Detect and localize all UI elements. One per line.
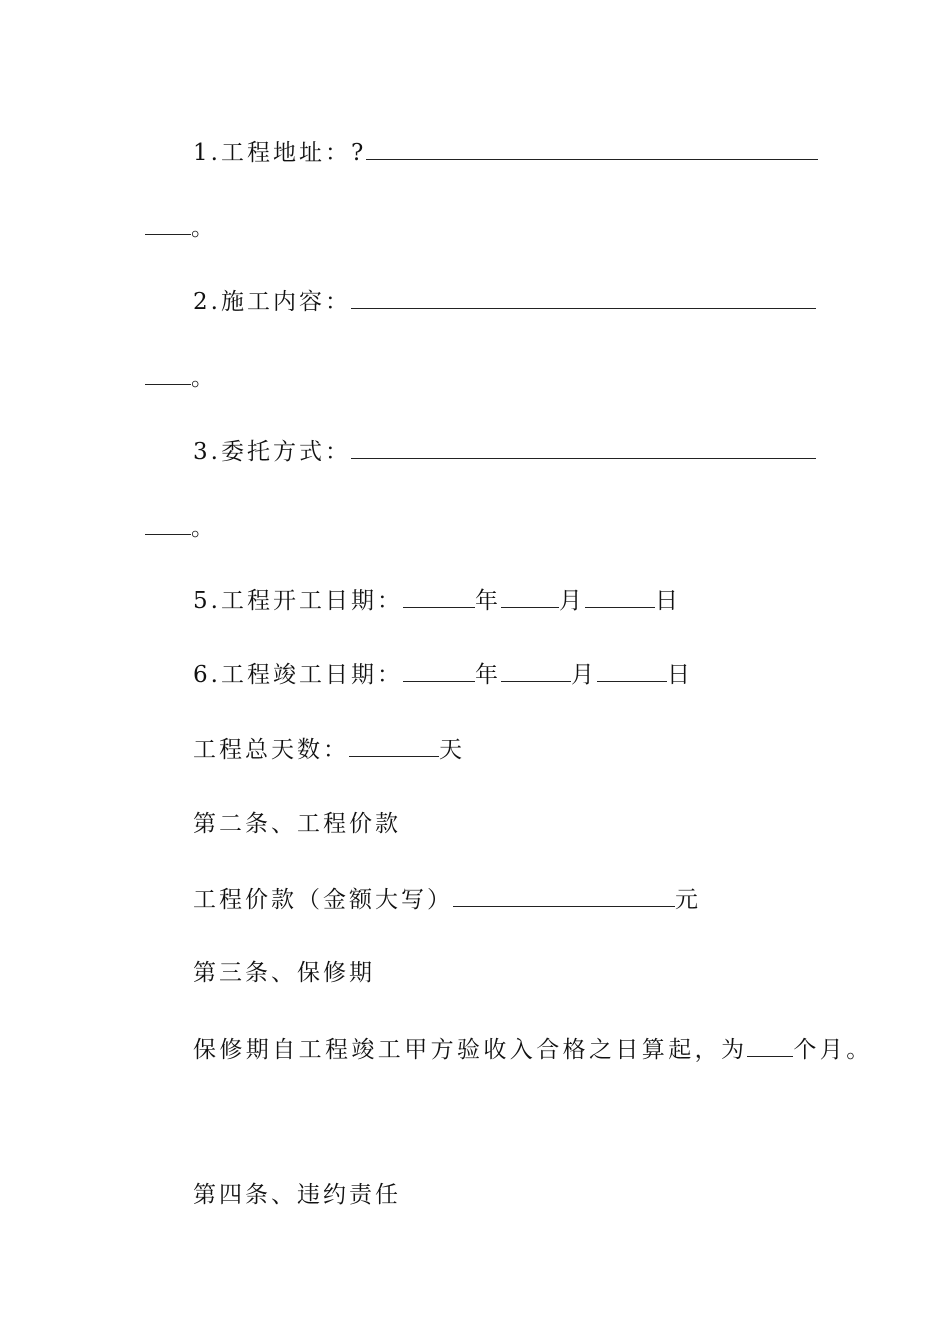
article-4-title: 第四条、违约责任	[193, 1182, 401, 1208]
completion-year-blank[interactable]	[403, 659, 475, 682]
start-month-unit: 月	[558, 588, 585, 614]
commission-method-blank[interactable]	[351, 436, 816, 459]
completion-day-unit: 日	[666, 662, 693, 688]
item-completion-date-label: 6.工程竣工日期：	[193, 662, 403, 688]
article-3-title: 第三条、保修期	[193, 960, 375, 986]
warranty-text-after: 个月。	[793, 1037, 873, 1063]
total-days-unit: 天	[439, 737, 465, 763]
item-construction-content-end: 。	[191, 365, 217, 391]
project-price-unit: 元	[675, 887, 701, 913]
project-address-blank-continued[interactable]	[145, 212, 191, 235]
completion-year-unit: 年	[474, 662, 501, 688]
total-days	[193, 734, 465, 765]
item-commission-method-end: 。	[191, 515, 217, 541]
article-3-heading	[193, 958, 375, 988]
completion-month-unit: 月	[570, 662, 597, 688]
completion-day-blank[interactable]	[597, 659, 667, 682]
start-day-blank[interactable]	[585, 585, 655, 608]
warranty-period	[193, 1034, 873, 1065]
item-construction-content-label: 2.施工内容：	[193, 289, 351, 315]
start-month-blank[interactable]	[501, 585, 559, 608]
start-year-unit: 年	[474, 588, 501, 614]
item-start-date	[193, 585, 681, 616]
total-days-label: 工程总天数：	[193, 737, 349, 763]
project-address-blank[interactable]	[366, 137, 818, 160]
start-day-unit: 日	[654, 588, 681, 614]
article-2-title: 第二条、工程价款	[193, 811, 401, 837]
item-commission-method-label: 3.委托方式：	[193, 439, 351, 465]
construction-content-blank[interactable]	[351, 286, 816, 309]
item-project-address-end: 。	[191, 215, 217, 241]
total-days-blank[interactable]	[349, 734, 439, 757]
completion-month-blank[interactable]	[501, 659, 571, 682]
project-price	[193, 884, 701, 915]
project-price-blank[interactable]	[453, 884, 675, 907]
start-year-blank[interactable]	[403, 585, 475, 608]
item-project-address	[193, 137, 818, 168]
article-4-heading	[193, 1180, 401, 1210]
item-commission-method	[193, 436, 816, 467]
item-commission-method-continuation	[145, 512, 217, 543]
item-completion-date	[193, 659, 693, 690]
commission-method-blank-continued[interactable]	[145, 512, 191, 535]
project-price-label: 工程价款（金额大写）	[193, 887, 453, 913]
item-project-address-continuation	[145, 212, 217, 243]
construction-content-blank-continued[interactable]	[145, 362, 191, 385]
item-start-date-label: 5.工程开工日期：	[193, 588, 403, 614]
item-project-address-label: 1.工程地址：?	[193, 140, 367, 166]
warranty-text-before: 保修期自工程竣工甲方验收入合格之日算起，为	[193, 1037, 748, 1063]
item-construction-content-continuation	[145, 362, 217, 393]
item-construction-content	[193, 286, 816, 317]
warranty-months-blank[interactable]	[747, 1034, 793, 1057]
article-2-heading	[193, 809, 401, 839]
